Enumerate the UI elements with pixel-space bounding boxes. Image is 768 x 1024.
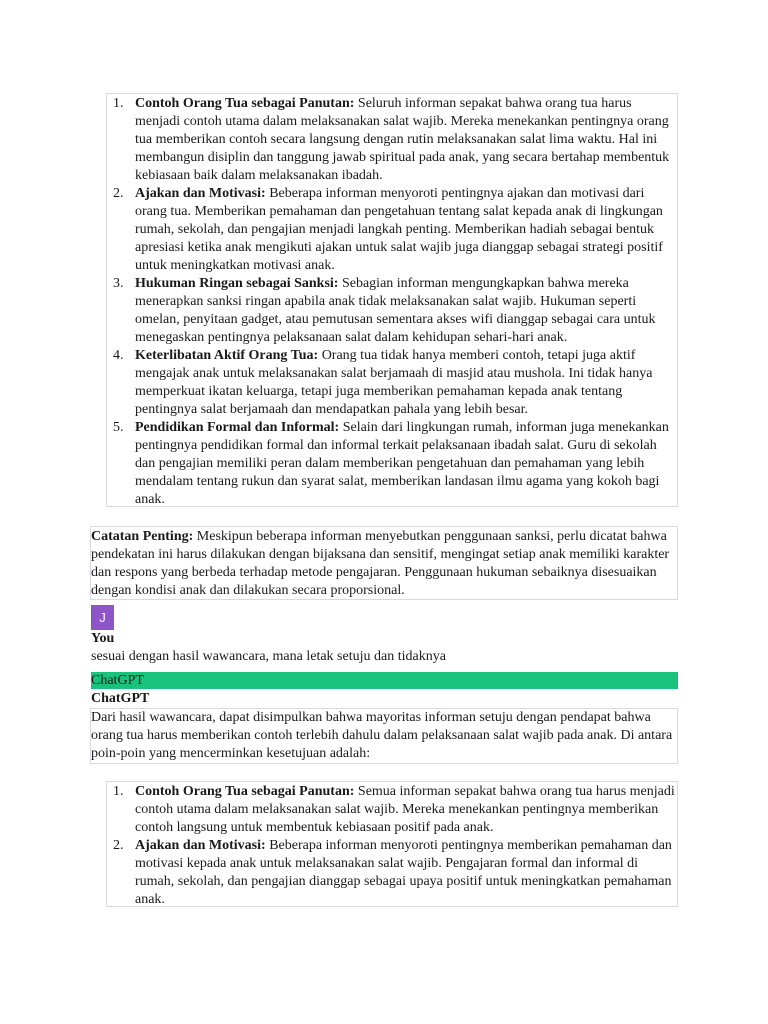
item-text: Semua informan sepakat bahwa orang tua harus menjadi contoh utama dalam melaksanakan salat wajib. Mereka menekankan pentingnya memberikan contoh langsung untuk membentuk kebiasaan positif pada anak. [135, 784, 675, 835]
item-text: Beberapa informan menyoroti pentingnya ajakan dan motivasi dari orang tua. Memberikan pemahaman dan pengetahuan tentang salat kepada anak di lingkungan rumah, sekolah, dan pengajian menjadi langkah penting. Memberikan hadiah sebagai bentuk apresiasi ketika anak mengikuti ajakan untuk salat wajib juga dianggap sebagai strategi positif untuk meningkatkan motivasi anak. [135, 186, 663, 273]
item-text: Beberapa informan menyoroti pentingnya memberikan pemahaman dan motivasi kepada anak untuk melaksanakan salat wajib. Pengajaran formal dan informal di rumah, sekolah, dan pengajian dianggap sebagai upaya positif untuk meningkatkan pemahaman anak. [135, 838, 672, 907]
note-box [90, 526, 678, 600]
assistant-name: ChatGPT [91, 691, 150, 706]
item-text: Seluruh informan sepakat bahwa orang tua harus menjadi contoh utama dalam melaksanakan salat wajib. Mereka menekankan pentingnya orang tua memberikan contoh secara langsung dengan rutin melaksanakan salat lima waktu. Hal ini membangun disiplin dan tanggung jawab spiritual pada anak, yang secara bertahap membentuk kebiasaan baik dalam melaksanakan ibadah. [135, 96, 670, 183]
numbered-list-2 [107, 783, 675, 909]
item-title: Ajakan dan Motivasi: [135, 838, 266, 853]
note-title: Catatan Penting: [91, 529, 194, 544]
user-name: You [91, 631, 115, 646]
numbered-list-1 [107, 95, 675, 509]
item-title: Pendidikan Formal dan Informal: [135, 420, 340, 435]
item-text: Selain dari lingkungan rumah, informan juga menekankan pentingnya pendidikan formal dan informal terkait pelaksanaan ibadah salat. Guru di sekolah dan pengajian memiliki peran dalam memberikan pengetahuan dan pemahaman yang lebih mendalam tentang rukun dan syarat salat, memberikan landasan ilmu agama yang kokoh bagi anak. [135, 420, 669, 507]
list-item: 1. Contoh Orang Tua sebagai Panutan: Seluruh informan sepakat bahwa orang tua harus menjadi contoh utama dalam melaksanakan salat wajib. Mereka menekankan pentingnya orang tua memberikan contoh secara langsung dengan rutin melaksanakan salat lima waktu. Hal ini membangun disiplin dan tanggung jawab spiritual pada anak, yang secara bertahap membentuk kebiasaan baik dalam melaksanakan ibadah. [113, 96, 670, 183]
user-message: sesuai dengan hasil wawancara, mana letak setuju dan tidaknya [91, 649, 446, 664]
item-title: Keterlibatan Aktif Orang Tua: [135, 348, 319, 363]
item-text: Orang tua tidak hanya memberi contoh, tetapi juga aktif mengajak anak untuk melaksanakan salat berjamaah di masjid atau mushola. Ini tidak hanya memperkuat ikatan keluarga, tetapi juga memberikan pemahaman kepada anak tentang pentingnya salat berjamaah dan mendapatkan pahala yang lebih besar. [135, 348, 653, 417]
list-item: 2. Ajakan dan Motivasi: Beberapa informan menyoroti pentingnya ajakan dan motivasi dari orang tua. Memberikan pemahaman dan pengetahuan tentang salat kepada anak di lingkungan rumah, sekolah, dan pengajian menjadi langkah penting. Memberikan hadiah sebagai bentuk apresiasi ketika anak mengikuti ajakan untuk salat wajib juga dianggap sebagai strategi positif untuk meningkatkan motivasi anak. [113, 186, 663, 273]
list-item: 5. Pendidikan Formal dan Informal: Selain dari lingkungan rumah, informan juga menekankan pentingnya pendidikan formal dan informal terkait pelaksanaan ibadah salat. Guru di sekolah dan pengajian memiliki peran dalam memberikan pengetahuan dan pemahaman yang lebih mendalam tentang rukun dan syarat salat, memberikan landasan ilmu agama yang kokoh bagi anak. [113, 420, 669, 507]
note-text: Meskipun beberapa informan menyebutkan penggunaan sanksi, perlu dicatat bahwa pendekatan ini harus dilakukan dengan bijaksana dan sensitif, mengingat setiap anak memiliki karakter dan respons yang berbeda terhadap metode pengajaran. Penggunaan hukuman sebaiknya disesuaikan dengan kondisi anak dan dilakukan secara proporsional. [91, 529, 670, 598]
assistant-bar: ChatGPT [91, 672, 678, 689]
list-item: 1. Contoh Orang Tua sebagai Panutan: Semua informan sepakat bahwa orang tua harus menjadi contoh utama dalam melaksanakan salat wajib. Mereka menekankan pentingnya memberikan contoh langsung untuk membentuk kebiasaan positif pada anak. [113, 784, 675, 835]
user-avatar: J [91, 605, 114, 630]
item-text: Sebagian informan mengungkapkan bahwa mereka menerapkan sanksi ringan apabila anak tidak melaksanakan salat wajib. Hukuman seperti omelan, penyitaan gadget, atau pemutusan sementara akses wifi dianggap sebagai cara untuk menegaskan pentingnya pelaksanaan salat dalam kehidupan sehari-hari anak. [135, 276, 656, 345]
list-item: 4. Keterlibatan Aktif Orang Tua: Orang tua tidak hanya memberi contoh, tetapi juga aktif mengajak anak untuk melaksanakan salat berjamaah di masjid atau mushola. Ini tidak hanya memperkuat ikatan keluarga, tetapi juga memberikan pemahaman kepada anak tentang pentingnya salat berjamaah dan mendapatkan pahala yang lebih besar. [113, 348, 653, 417]
item-title: Contoh Orang Tua sebagai Panutan: [135, 784, 355, 799]
list-item: 3. Hukuman Ringan sebagai Sanksi: Sebagian informan mengungkapkan bahwa mereka menerapkan sanksi ringan apabila anak tidak melaksanakan salat wajib. Hukuman seperti omelan, penyitaan gadget, atau pemutusan sementara akses wifi dianggap sebagai cara untuk menegaskan pentingnya pelaksanaan salat dalam kehidupan sehari-hari anak. [113, 276, 656, 345]
list-1 [106, 93, 678, 507]
assistant-intro: Dari hasil wawancara, dapat disimpulkan bahwa mayoritas informan setuju dengan pendapat bahwa orang tua harus memberikan contoh terlebih dahulu dalam pelaksanaan salat wajib pada anak. Di antara poin-poin yang mencerminkan kesetujuan adalah: [90, 708, 678, 764]
list-item: 2. Ajakan dan Motivasi: Beberapa informan menyoroti pentingnya memberikan pemahaman dan motivasi kepada anak untuk melaksanakan salat wajib. Pengajaran formal dan informal di rumah, sekolah, dan pengajian dianggap sebagai upaya positif untuk meningkatkan pemahaman anak. [113, 838, 672, 907]
item-title: Contoh Orang Tua sebagai Panutan: [135, 96, 355, 111]
item-title: Ajakan dan Motivasi: [135, 186, 266, 201]
item-title: Hukuman Ringan sebagai Sanksi: [135, 276, 339, 291]
list-2 [106, 781, 678, 907]
